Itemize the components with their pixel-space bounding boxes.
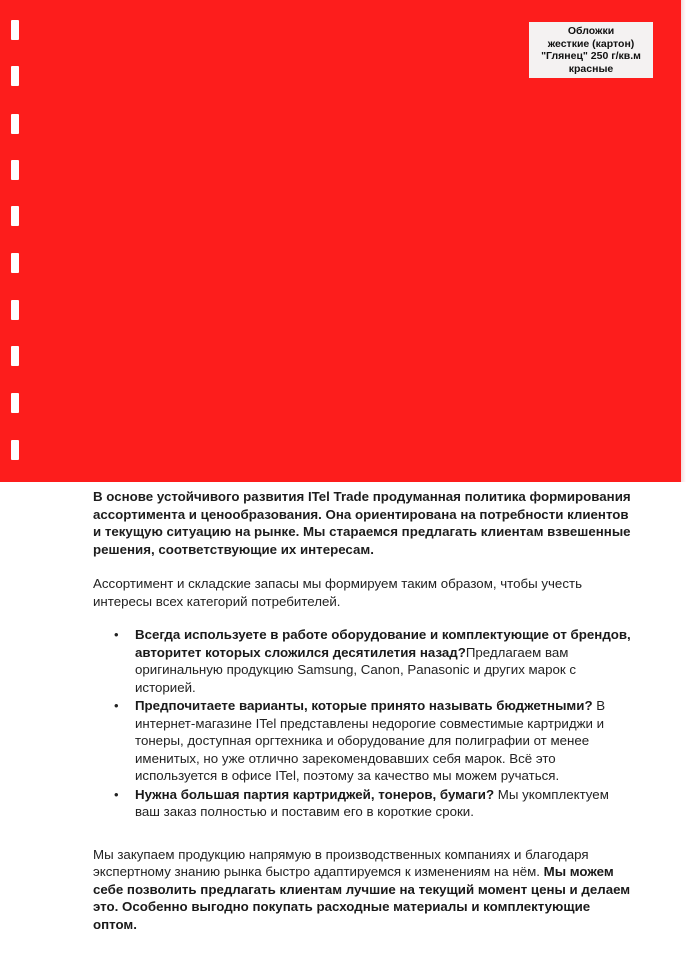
bullet-bold-text: Нужна большая партия картриджей, тонеров, бумаги? bbox=[135, 786, 495, 802]
intro-paragraph: Ассортимент и складские запасы мы формируем таким образом, чтобы учесть интересы всех категорий потребителей. bbox=[93, 576, 582, 609]
list-item bbox=[114, 626, 633, 696]
binding-hole bbox=[11, 300, 19, 320]
bullet-icon: • bbox=[114, 698, 119, 713]
closing-bold-text: Мы можем себе позволить предлагать клиентам лучшие на текущий момент цены и делаем это. Особенно выгодно покупать расходные материалы и комплектующие оптом. bbox=[93, 864, 631, 932]
binding-hole bbox=[11, 206, 19, 226]
document-body bbox=[93, 488, 633, 933]
binding-hole bbox=[11, 160, 19, 180]
label-line-4: красные bbox=[568, 62, 614, 75]
bullet-icon: • bbox=[114, 627, 119, 642]
product-label bbox=[529, 22, 653, 78]
label-line-1: Обложки bbox=[567, 25, 615, 37]
bullet-bold-text: Всегда используете в работе оборудование и комплектующие от брендов, авторитет которых сложился десятилетия назад? bbox=[135, 627, 631, 660]
binding-hole bbox=[11, 66, 19, 86]
bullet-text: Предлагаем вам оригинальную продукцию Samsung, Canon, Panasonic и других марок с историей. bbox=[135, 644, 577, 695]
binding-hole bbox=[11, 253, 19, 273]
label-line-3: "Глянец" 250 г/кв.м bbox=[541, 50, 641, 62]
closing-text: Мы закупаем продукцию напрямую в производственных компаниях и благодаря экспертному знанию рынка быстро адаптируемся к изменениям на нём. bbox=[93, 846, 589, 879]
list-item bbox=[114, 786, 633, 821]
binding-hole bbox=[11, 346, 19, 366]
binding-hole bbox=[11, 440, 19, 460]
binding-hole bbox=[11, 20, 19, 40]
closing-paragraph bbox=[93, 846, 633, 934]
lead-paragraph: В основе устойчивого развития ITel Trade продуманная политика формирования ассортимента и ценообразования. Она ориентирована на потребности клиентов и текущую ситуацию на рынке. Мы стараемся предлагать клиентам взвешенные решения, соответствующие их интересам. bbox=[93, 489, 631, 557]
binding-hole bbox=[11, 393, 19, 413]
binding-hole bbox=[11, 114, 19, 134]
bullet-text: Мы укомплектуем ваш заказ полностью и поставим его в короткие сроки. bbox=[135, 786, 609, 819]
cover-edge-shadow bbox=[681, 0, 686, 482]
bullet-icon: • bbox=[114, 786, 119, 802]
list-item bbox=[114, 697, 633, 785]
bullet-text: В интернет-магазине ITel представлены недорогие совместимые картриджи и тонеры, доступная оргтехника и оборудование для полиграфии от менее именитых, но уже отлично зарекомендовавших себя марок. Всё это используется в офисе ITel, поэтому за качество мы можем ручаться. bbox=[135, 698, 606, 783]
bullet-bold-text: Предпочитаете варианты, которые принято называть бюджетными? bbox=[135, 698, 593, 713]
offer-bullet-list bbox=[93, 626, 633, 821]
label-line-2: жесткие (картон) bbox=[547, 37, 635, 50]
